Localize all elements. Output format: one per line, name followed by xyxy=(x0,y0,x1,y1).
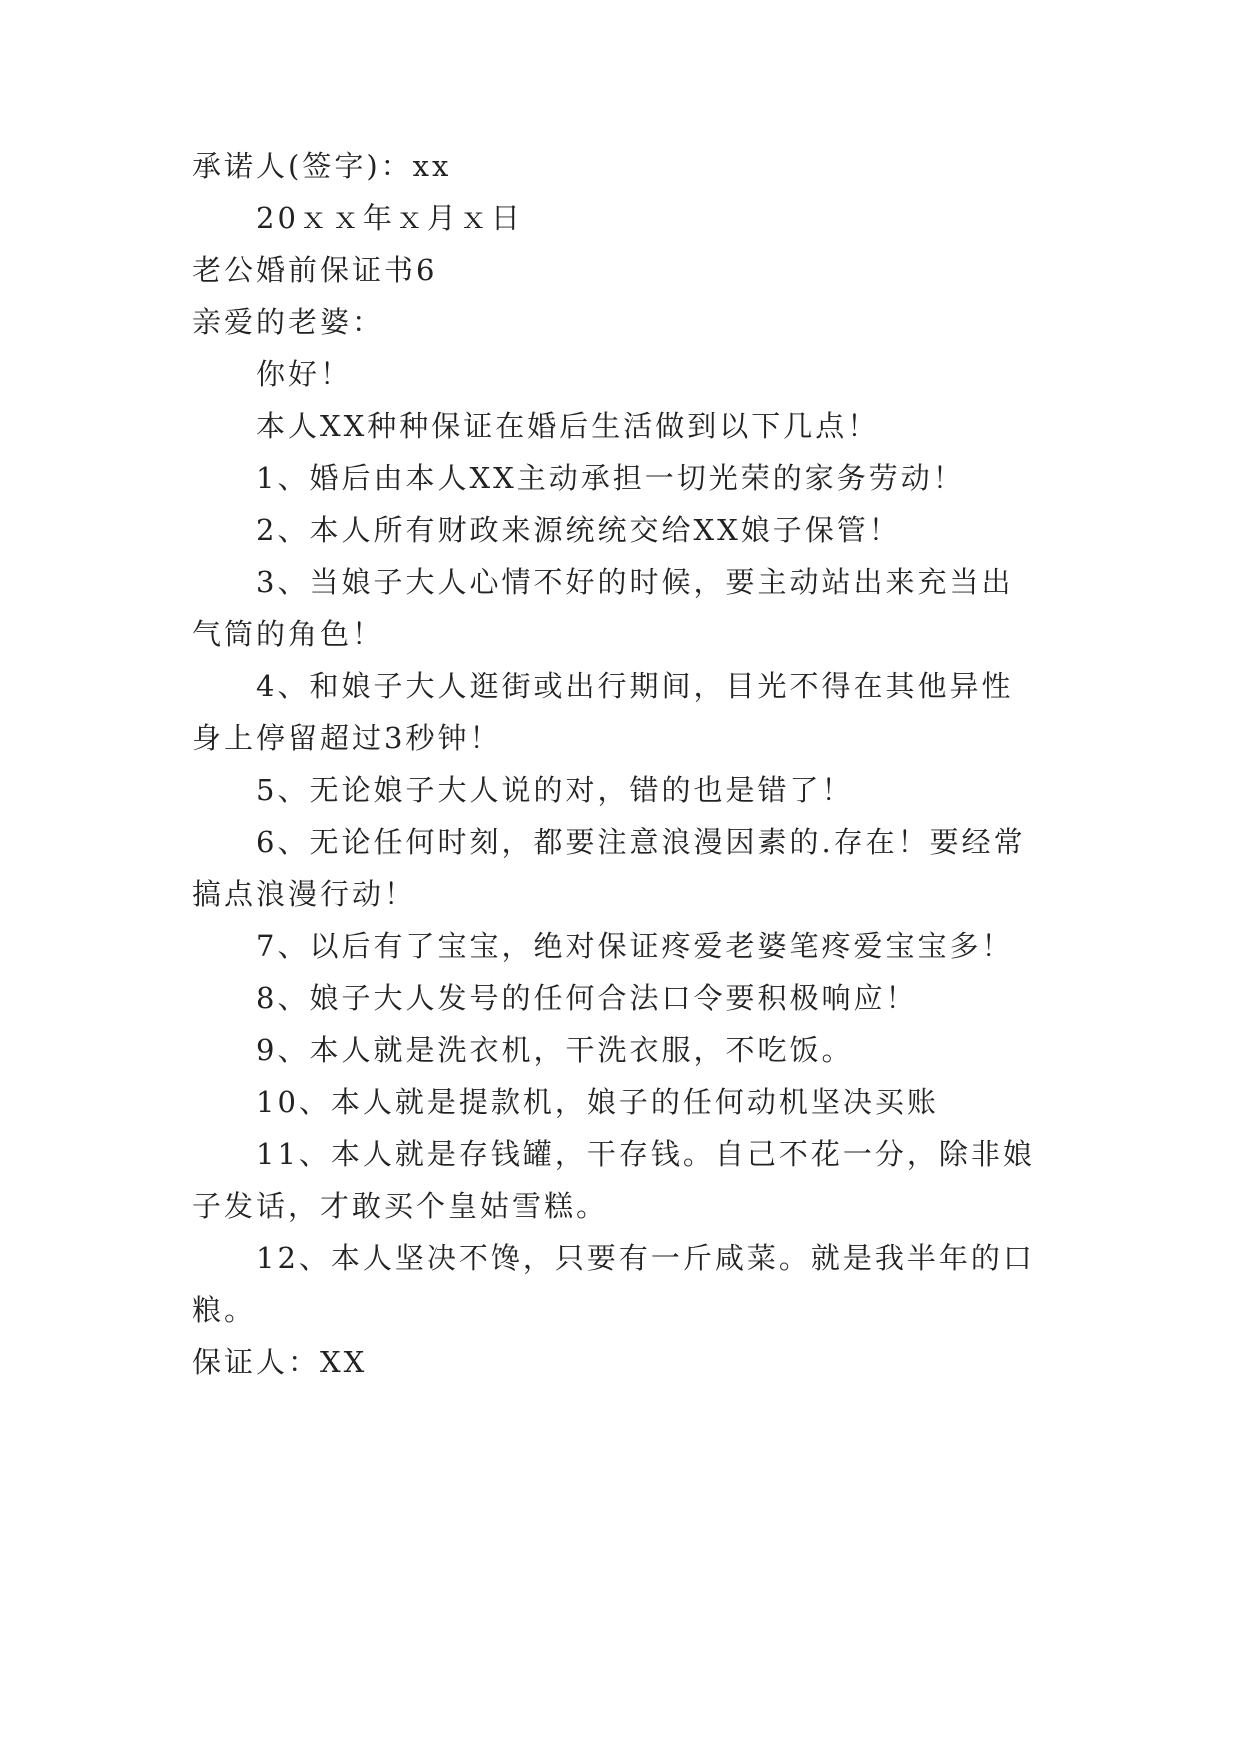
pledge-item-7: 7、以后有了宝宝，绝对保证疼爱老婆笔疼爱宝宝多！ xyxy=(256,929,1014,963)
pledge-item-1: 1、婚后由本人XX主动承担一切光荣的家务劳动！ xyxy=(256,461,965,495)
signature-line: 承诺人(签字)：xx xyxy=(192,149,452,183)
greeting: 你好！ xyxy=(256,357,353,391)
pledge-item-9: 9、本人就是洗衣机，干洗衣服，不吃饭。 xyxy=(256,1033,854,1067)
pledge-item-2: 2、本人所有财政来源统统交给XX娘子保管！ xyxy=(256,513,901,547)
date-line: 20ｘｘ年ｘ月ｘ日 xyxy=(256,201,523,235)
intro-paragraph: 本人XX种种保证在婚后生活做到以下几点！ xyxy=(256,409,880,443)
section-title: 老公婚前保证书6 xyxy=(192,253,438,287)
pledge-item-4-continued: 身上停留超过3秒钟！ xyxy=(192,721,502,755)
pledge-item-3-continued: 气筒的角色！ xyxy=(192,617,385,651)
pledge-item-4: 4、和娘子大人逛街或出行期间，目光不得在其他异性 xyxy=(256,669,1014,703)
pledge-item-6: 6、无论任何时刻，都要注意浪漫因素的.存在！要经常 xyxy=(256,825,1026,859)
pledge-item-5: 5、无论娘子大人说的对，错的也是错了！ xyxy=(256,773,854,807)
pledge-item-11-continued: 子发话，才敢买个皇姑雪糕。 xyxy=(192,1189,609,1223)
pledge-item-10: 10、本人就是提款机，娘子的任何动机坚决买账 xyxy=(256,1085,939,1119)
pledge-item-12-continued: 粮。 xyxy=(192,1293,257,1327)
pledge-item-12: 12、本人坚决不馋，只要有一斤咸菜。就是我半年的口 xyxy=(256,1241,1035,1275)
guarantor-line: 保证人：XX xyxy=(192,1345,368,1379)
pledge-item-3: 3、当娘子大人心情不好的时候，要主动站出来充当出 xyxy=(256,565,1014,599)
pledge-item-8: 8、娘子大人发号的任何合法口令要积极响应！ xyxy=(256,981,918,1015)
pledge-item-11: 11、本人就是存钱罐，干存钱。自己不花一分，除非娘 xyxy=(256,1137,1035,1171)
pledge-item-6-continued: 搞点浪漫行动！ xyxy=(192,877,417,911)
salutation: 亲爱的老婆： xyxy=(192,305,385,339)
